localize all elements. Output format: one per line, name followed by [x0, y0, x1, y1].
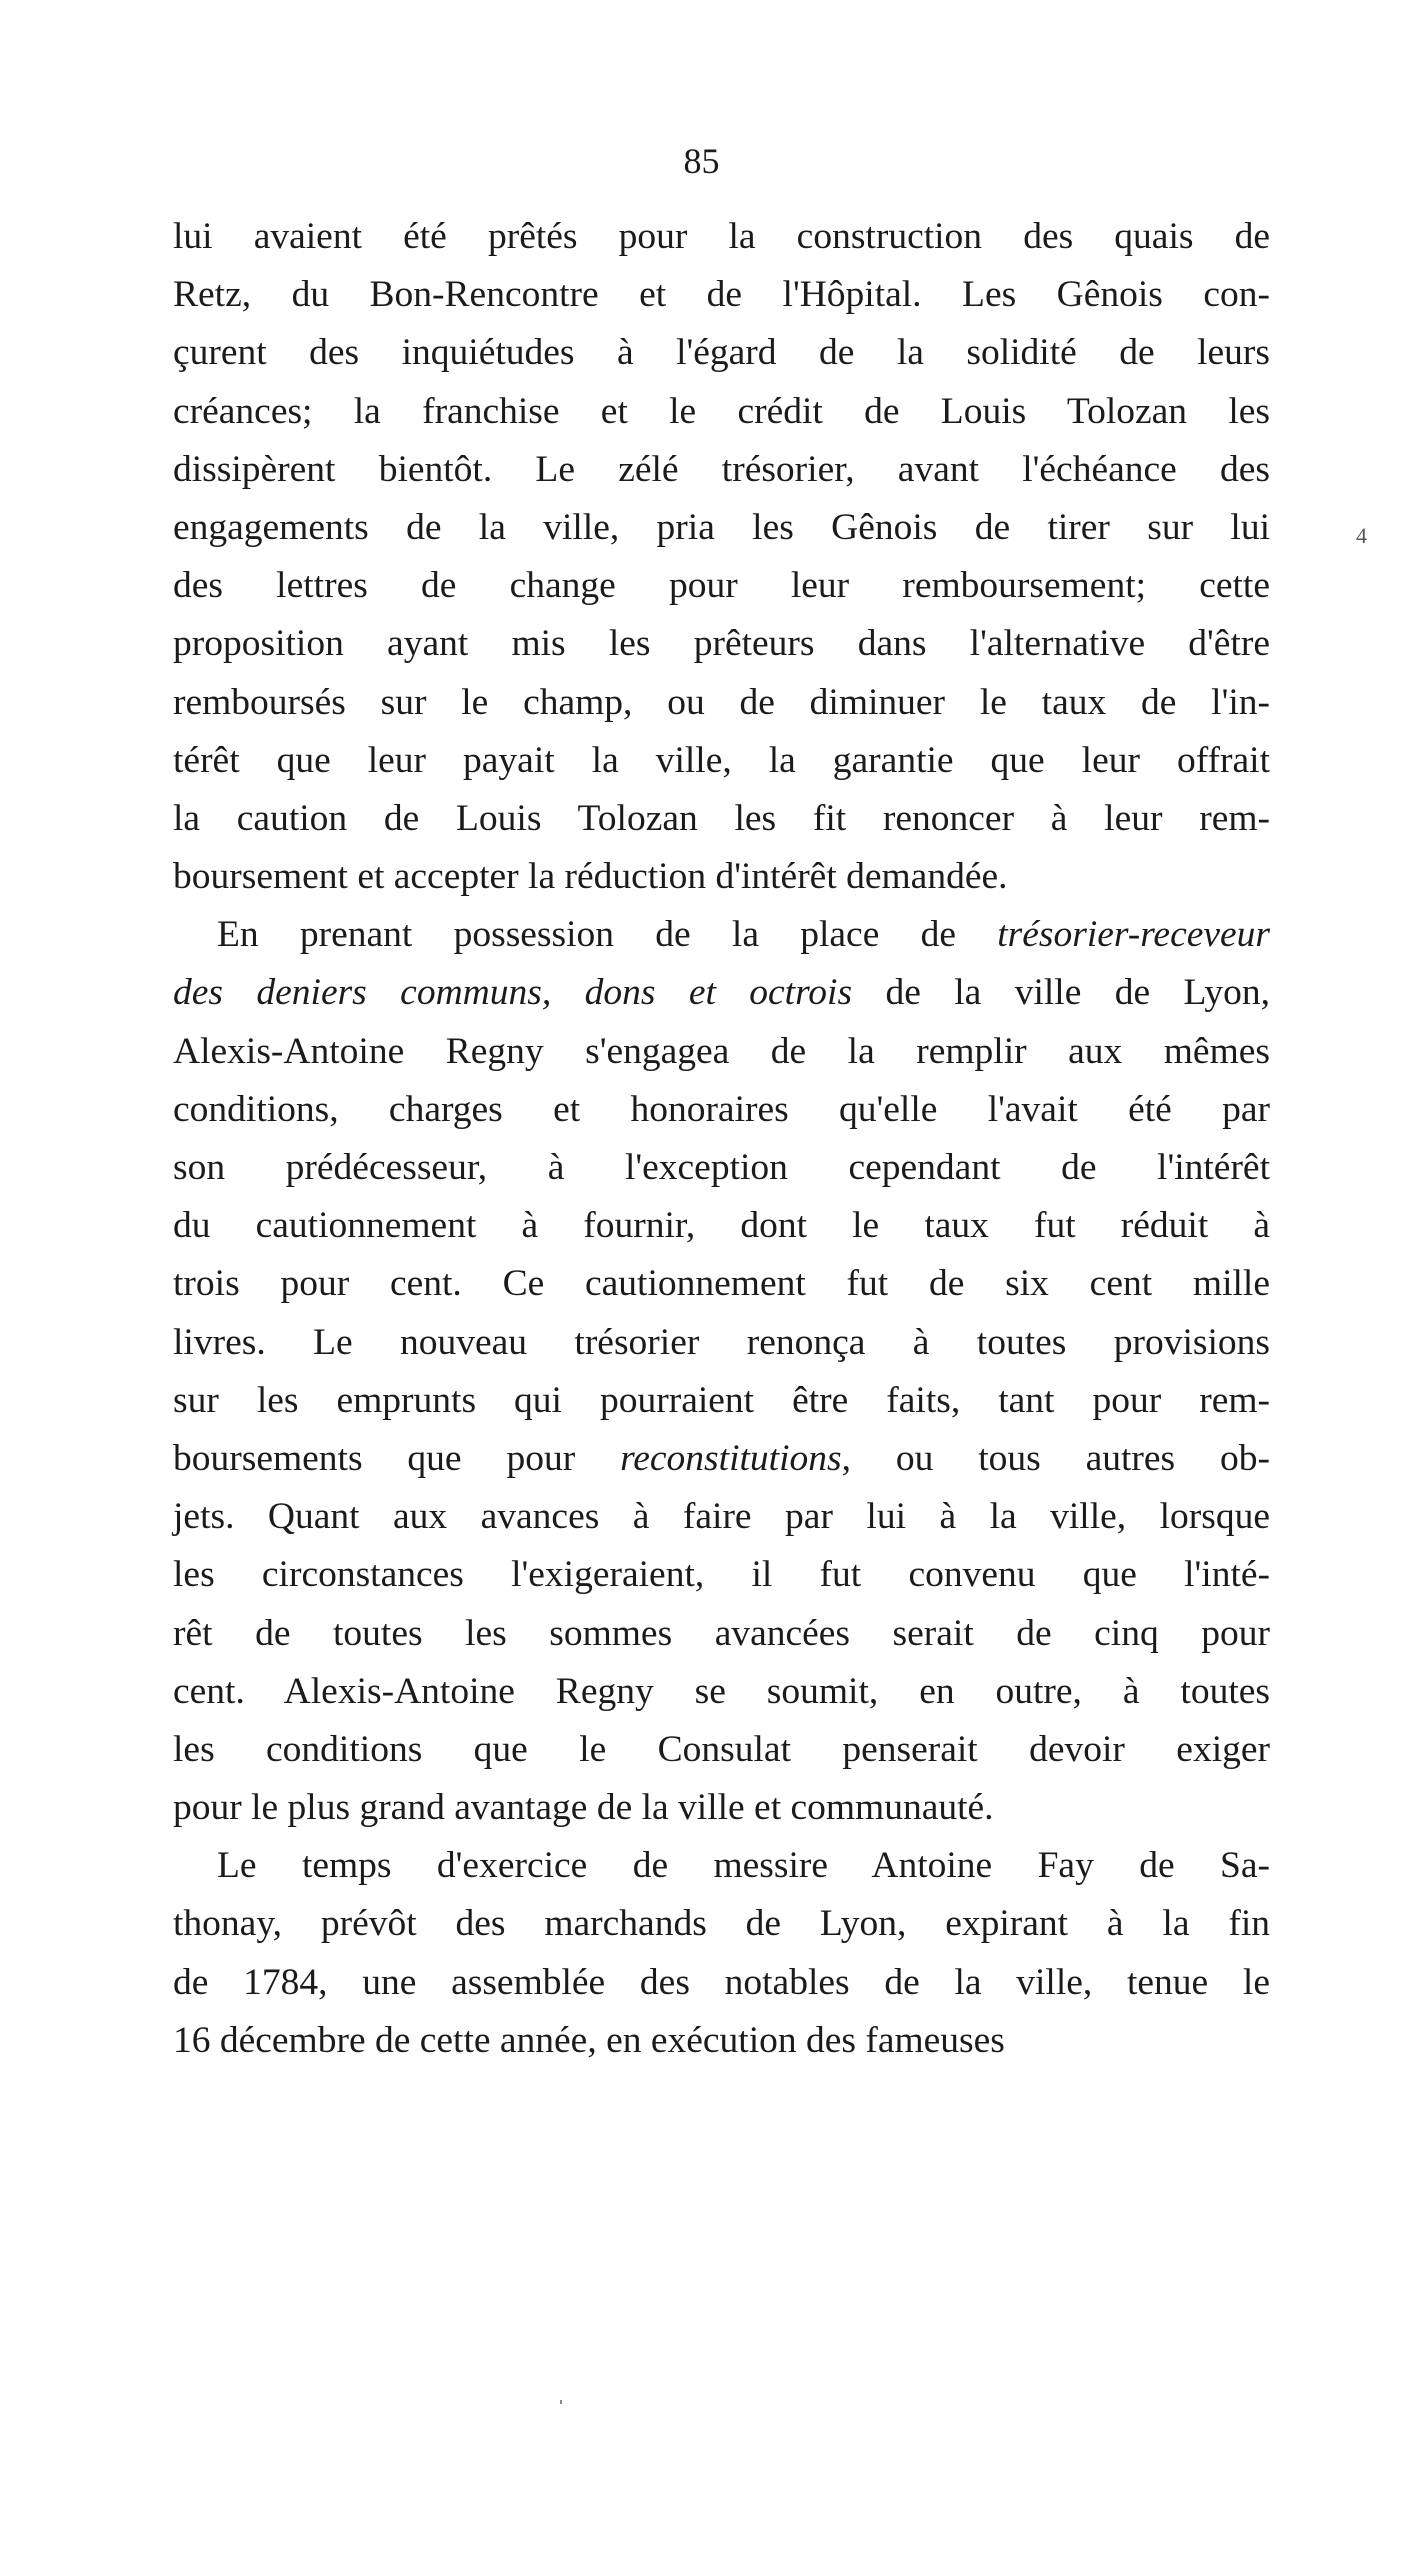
text-segment: du cautionnement à fournir, dont le taux fut réduit à: [173, 1205, 1270, 1247]
text-segment: En prenant possession de la place de: [217, 914, 998, 956]
text-line: [173, 557, 1270, 615]
text-segment: livres. Le nouveau trésorier renonça à toutes provisions: [173, 1321, 1270, 1363]
text-line: [173, 615, 1270, 673]
text-line: [173, 1197, 1270, 1255]
text-segment: des lettres de change pour leur remboursement; cette: [173, 565, 1270, 607]
text-line: [173, 1779, 1270, 1837]
text-segment: de la ville de Lyon,: [852, 972, 1270, 1014]
text-line: [173, 441, 1270, 499]
margin-mark: 4: [1356, 523, 1367, 548]
text-line: [173, 1837, 1270, 1895]
text-segment: cent. Alexis-Antoine Regny se soumit, en outre, à toutes: [173, 1670, 1270, 1712]
text-line: [173, 964, 1270, 1022]
text-line: [173, 2012, 1270, 2070]
text-segment: proposition ayant mis les prêteurs dans l'alternative d'être: [173, 623, 1270, 665]
text-line: [173, 1895, 1270, 1953]
text-line: [173, 1546, 1270, 1604]
text-line: [173, 208, 1270, 266]
text-segment: jets. Quant aux avances à faire par lui à la ville, lorsque: [173, 1496, 1270, 1538]
text-segment: Alexis-Antoine Regny s'engagea de la remplir aux mêmes: [173, 1030, 1270, 1072]
text-segment: la caution de Louis Tolozan les fit renoncer à leur rem-: [173, 797, 1270, 839]
italic-text: reconstitutions: [620, 1437, 842, 1479]
text-segment: conditions, charges et honoraires qu'elle l'avait été par: [173, 1088, 1270, 1130]
text-line: [173, 674, 1270, 732]
text-segment: Le temps d'exercice de messire Antoine Fay de Sa-: [217, 1845, 1270, 1887]
text-line: [173, 383, 1270, 441]
text-line: [173, 1488, 1270, 1546]
text-segment: , ou tous autres ob-: [841, 1437, 1270, 1479]
text-line: [173, 499, 1270, 557]
text-line: [173, 1255, 1270, 1313]
text-segment: 16 décembre de cette année, en exécution des fameuses: [173, 2019, 1005, 2061]
text-segment: son prédécesseur, à l'exception cependant de l'intérêt: [173, 1147, 1270, 1188]
italic-text: des deniers communs, dons et octrois: [173, 972, 853, 1014]
text-segment: boursement et accepter la réduction d'intérêt demandée.: [173, 856, 1008, 898]
text-line: [173, 1954, 1270, 2012]
text-segment: remboursés sur le champ, ou de diminuer le taux de l'in-: [173, 681, 1270, 723]
text-line: [173, 1139, 1270, 1197]
text-line: [173, 906, 1270, 964]
text-segment: engagements de la ville, pria les Gênois de tirer sur lui: [173, 506, 1270, 548]
text-line: [173, 848, 1270, 906]
text-segment: sur les emprunts qui pourraient être faits, tant pour rem-: [173, 1379, 1270, 1421]
text-line: [173, 1372, 1270, 1430]
text-segment: thonay, prévôt des marchands de Lyon, expirant à la fin: [173, 1903, 1270, 1945]
text-line: [173, 732, 1270, 790]
text-segment: rêt de toutes les sommes avancées serait de cinq pour: [173, 1612, 1270, 1654]
text-segment: les circonstances l'exigeraient, il fut convenu que l'inté-: [173, 1554, 1270, 1596]
text-segment: pour le plus grand avantage de la ville et communauté.: [173, 1787, 994, 1829]
italic-text: trésorier-receveur: [997, 914, 1270, 956]
text-line: [173, 266, 1270, 324]
text-segment: dissipèrent bientôt. Le zélé trésorier, avant l'échéance des: [173, 448, 1270, 490]
text-segment: les conditions que le Consulat penserait devoir exiger: [173, 1728, 1270, 1770]
text-segment: de 1784, une assemblée des notables de la ville, tenue le: [173, 1961, 1270, 2003]
text-segment: trois pour cent. Ce cautionnement fut de six cent mille: [173, 1263, 1270, 1305]
text-segment: çurent des inquiétudes à l'égard de la solidité de leurs: [173, 332, 1270, 374]
paper-speck: [560, 2400, 562, 2404]
text-line: [173, 1081, 1270, 1139]
text-segment: térêt que leur payait la ville, la garantie que leur offrait: [173, 739, 1270, 781]
text-line: [173, 1663, 1270, 1721]
text-line: [173, 790, 1270, 848]
text-line: [173, 1314, 1270, 1372]
text-line: [173, 1721, 1270, 1779]
text-segment: boursements que pour: [173, 1437, 621, 1479]
text-segment: lui avaient été prêtés pour la construction des quais de: [173, 216, 1270, 257]
text-segment: Retz, du Bon-Rencontre et de l'Hôpital. Les Gênois con-: [173, 274, 1270, 316]
text-line: [173, 1605, 1270, 1663]
text-line: [173, 1430, 1270, 1488]
body-text: [173, 208, 1270, 2070]
text-segment: créances; la franchise et le crédit de Louis Tolozan les: [173, 390, 1270, 432]
text-line: [173, 1023, 1270, 1081]
page-number: 85: [683, 141, 720, 181]
text-line: [173, 324, 1270, 382]
